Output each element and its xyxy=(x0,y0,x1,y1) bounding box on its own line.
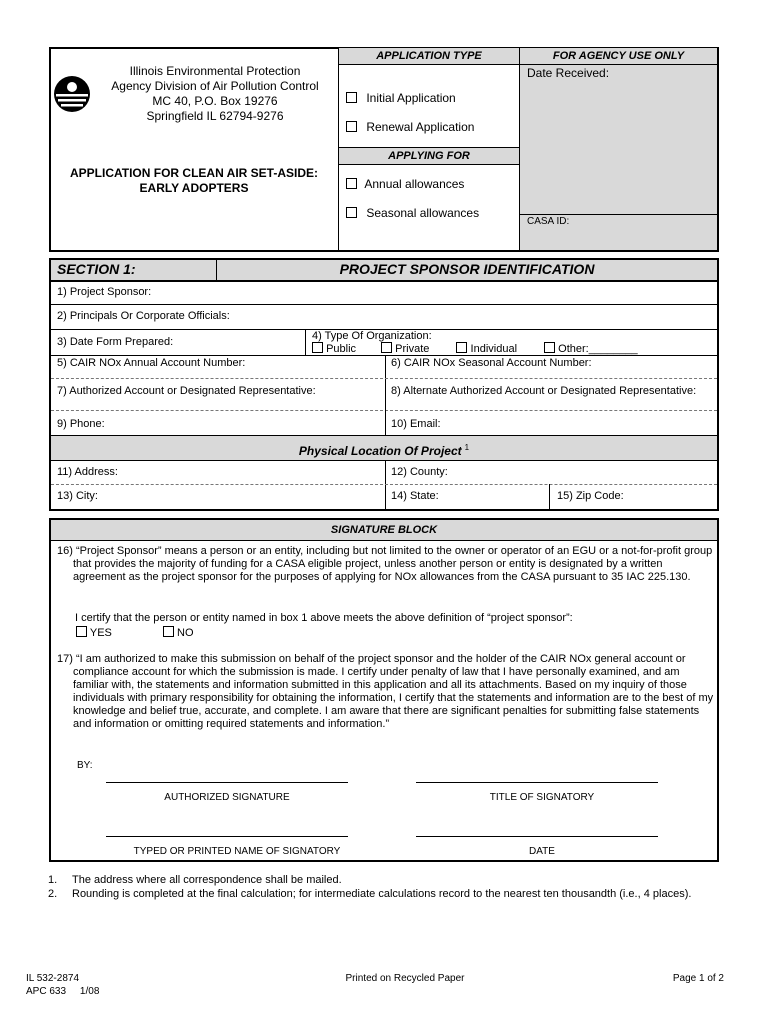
cair-seasonal-account-field[interactable]: 6) CAIR NOx Seasonal Account Number: xyxy=(391,357,592,369)
agency-logo xyxy=(52,74,92,114)
footnote-item xyxy=(48,873,728,887)
project-sponsor-definition xyxy=(57,545,713,584)
email-field[interactable]: 10) Email: xyxy=(391,418,441,430)
footnote-number: 2. xyxy=(48,888,58,900)
org-individual-option[interactable] xyxy=(456,343,517,355)
certify-yes-option[interactable] xyxy=(76,627,112,639)
divider xyxy=(51,484,717,485)
org-individual-label: Individual xyxy=(470,343,518,355)
alternate-representative-field[interactable]: 8) Alternate Authorized Account or Designated Representative: xyxy=(391,385,697,397)
organization-type-options xyxy=(312,342,638,355)
phone-field[interactable]: 9) Phone: xyxy=(57,418,105,430)
footnote-marker: 1 xyxy=(464,443,470,452)
physical-location-header xyxy=(51,436,717,460)
certify-no-option[interactable] xyxy=(163,627,194,639)
initial-application-option[interactable] xyxy=(346,91,456,105)
agency-use-header: FOR AGENCY USE ONLY xyxy=(520,48,717,65)
address-field[interactable]: 11) Address: xyxy=(57,466,118,478)
typed-name-line[interactable] xyxy=(106,836,348,837)
seasonal-allowances-label: Seasonal allowances xyxy=(366,206,480,220)
divider xyxy=(520,214,717,215)
project-sponsor-definition-text: 16) “Project Sponsor” means a person or an entity, including but not limited to the owner or operator of an EGU or a not-for-profit group that provides the majority of funding for a CASA eligible project, unless another person or entity is designated by a written agreement as the project sponsor for the purposes of applying for NOx allowances from the CASA pursuant to 35 IAC 225.130. xyxy=(57,545,713,583)
title-of-signatory-line[interactable] xyxy=(416,782,658,783)
divider xyxy=(51,378,717,379)
footnotes xyxy=(48,873,728,901)
org-public-label: Public xyxy=(326,343,357,355)
page-number: Page 1 of 2 xyxy=(672,973,724,984)
org-public-checkbox[interactable] xyxy=(312,342,323,353)
org-other-checkbox[interactable] xyxy=(544,342,555,353)
org-individual-checkbox[interactable] xyxy=(456,342,467,353)
county-field[interactable]: 12) County: xyxy=(391,466,448,478)
certify-statement: I certify that the person or entity named in box 1 above meets the above definition of “project sponsor”: xyxy=(75,612,573,624)
certify-options xyxy=(76,626,194,639)
divider xyxy=(549,484,550,509)
certify-yes-label: YES xyxy=(89,627,112,639)
typed-name-label: TYPED OR PRINTED NAME OF SIGNATORY xyxy=(133,846,341,857)
footnote-text: Rounding is completed at the final calculation; for intermediate calculations record to the nearest ten thousandth (i.e., 4 places). xyxy=(72,888,692,900)
city-field[interactable]: 13) City: xyxy=(57,490,98,502)
divider xyxy=(51,355,717,356)
initial-application-label: Initial Application xyxy=(366,91,456,105)
state-field[interactable]: 14) State: xyxy=(391,490,439,502)
form-number: IL 532-2874 xyxy=(26,973,80,984)
annual-allowances-label: Annual allowances xyxy=(364,177,465,191)
recycled-paper-note: Printed on Recycled Paper xyxy=(345,973,465,984)
agency-division-line: Agency Division of Air Pollution Control xyxy=(111,79,319,93)
date-line[interactable] xyxy=(416,836,658,837)
form-title-line2: EARLY ADOPTERS xyxy=(139,181,249,195)
annual-allowances-checkbox[interactable] xyxy=(346,178,357,189)
agency-city-line: Springfield IL 62794-9276 xyxy=(146,109,284,123)
authorization-statement-text: 17) “I am authorized to make this submission on behalf of the project sponsor and the holder of the CAIR NOx general account or compliance account for which the submission is made. I certify under penalty of law that I have personally examined, and am familiar with, the statements and information submitted in this application and all its attachments. Based on my inquiry of those individuals with primary responsibility for obtaining the information, I certify that the statements and information are to the best of my knowledge and belief true, accurate, and complete. I am aware that there are significant penalties for submitting false statements and information or omitting required statements and information.” xyxy=(57,653,714,730)
date-form-prepared-field[interactable]: 3) Date Form Prepared: xyxy=(57,336,174,348)
agency-mailcode-line: MC 40, P.O. Box 19276 xyxy=(152,94,278,108)
principals-field[interactable]: 2) Principals Or Corporate Officials: xyxy=(57,310,230,322)
project-sponsor-field[interactable]: 1) Project Sponsor: xyxy=(57,286,152,298)
agency-name-line: Illinois Environmental Protection xyxy=(129,64,301,78)
renewal-application-checkbox[interactable] xyxy=(346,121,357,132)
authorized-signature-label: AUTHORIZED SIGNATURE xyxy=(164,792,290,803)
applying-for-header: APPLYING FOR xyxy=(339,147,519,165)
divider xyxy=(51,460,717,461)
initial-application-checkbox[interactable] xyxy=(346,92,357,103)
section1-label: SECTION 1: xyxy=(57,261,136,277)
apc-number: APC 633 1/08 xyxy=(26,986,100,997)
renewal-application-label: Renewal Application xyxy=(366,120,475,134)
physical-location-label: Physical Location Of Project xyxy=(298,444,462,458)
certify-yes-checkbox[interactable] xyxy=(76,626,87,637)
date-received-label: Date Received: xyxy=(527,66,610,80)
seasonal-allowances-option[interactable] xyxy=(346,206,479,220)
application-type-header: APPLICATION TYPE xyxy=(339,48,519,65)
org-private-label: Private xyxy=(395,343,430,355)
organization-type-label: 4) Type Of Organization: xyxy=(312,330,432,342)
divider xyxy=(305,329,306,355)
form-title-line1: APPLICATION FOR CLEAN AIR SET-ASIDE: xyxy=(69,166,318,180)
authorized-signature-line[interactable] xyxy=(106,782,348,783)
by-label: BY: xyxy=(77,760,93,771)
signature-block-header: SIGNATURE BLOCK xyxy=(51,520,717,541)
cair-annual-account-field[interactable]: 5) CAIR NOx Annual Account Number: xyxy=(57,357,246,369)
authorization-statement xyxy=(57,653,715,731)
form-title xyxy=(52,166,336,196)
title-of-signatory-label: TITLE OF SIGNATORY xyxy=(489,792,595,803)
certify-no-label: NO xyxy=(177,627,194,639)
authorized-representative-field[interactable]: 7) Authorized Account or Designated Representative: xyxy=(57,385,316,397)
date-label: DATE xyxy=(529,846,555,857)
divider xyxy=(51,304,717,305)
agency-address xyxy=(95,64,335,124)
footnote-text: The address where all correspondence shall be mailed. xyxy=(72,874,342,886)
divider xyxy=(51,410,717,411)
certify-no-checkbox[interactable] xyxy=(163,626,174,637)
org-private-checkbox[interactable] xyxy=(381,342,392,353)
org-other-label: Other:________ xyxy=(558,343,638,355)
casa-id-label: CASA ID: xyxy=(527,216,570,227)
section1-title: PROJECT SPONSOR IDENTIFICATION xyxy=(339,261,595,277)
annual-allowances-option[interactable] xyxy=(346,177,464,191)
footnote-item xyxy=(48,887,728,901)
footnote-number: 1. xyxy=(48,874,58,886)
seasonal-allowances-checkbox[interactable] xyxy=(346,207,357,218)
renewal-application-option[interactable] xyxy=(346,120,474,134)
org-other-option[interactable] xyxy=(544,343,638,355)
org-public-option[interactable] xyxy=(312,343,356,355)
zip-code-field[interactable]: 15) Zip Code: xyxy=(557,490,624,502)
org-private-option[interactable] xyxy=(381,343,429,355)
